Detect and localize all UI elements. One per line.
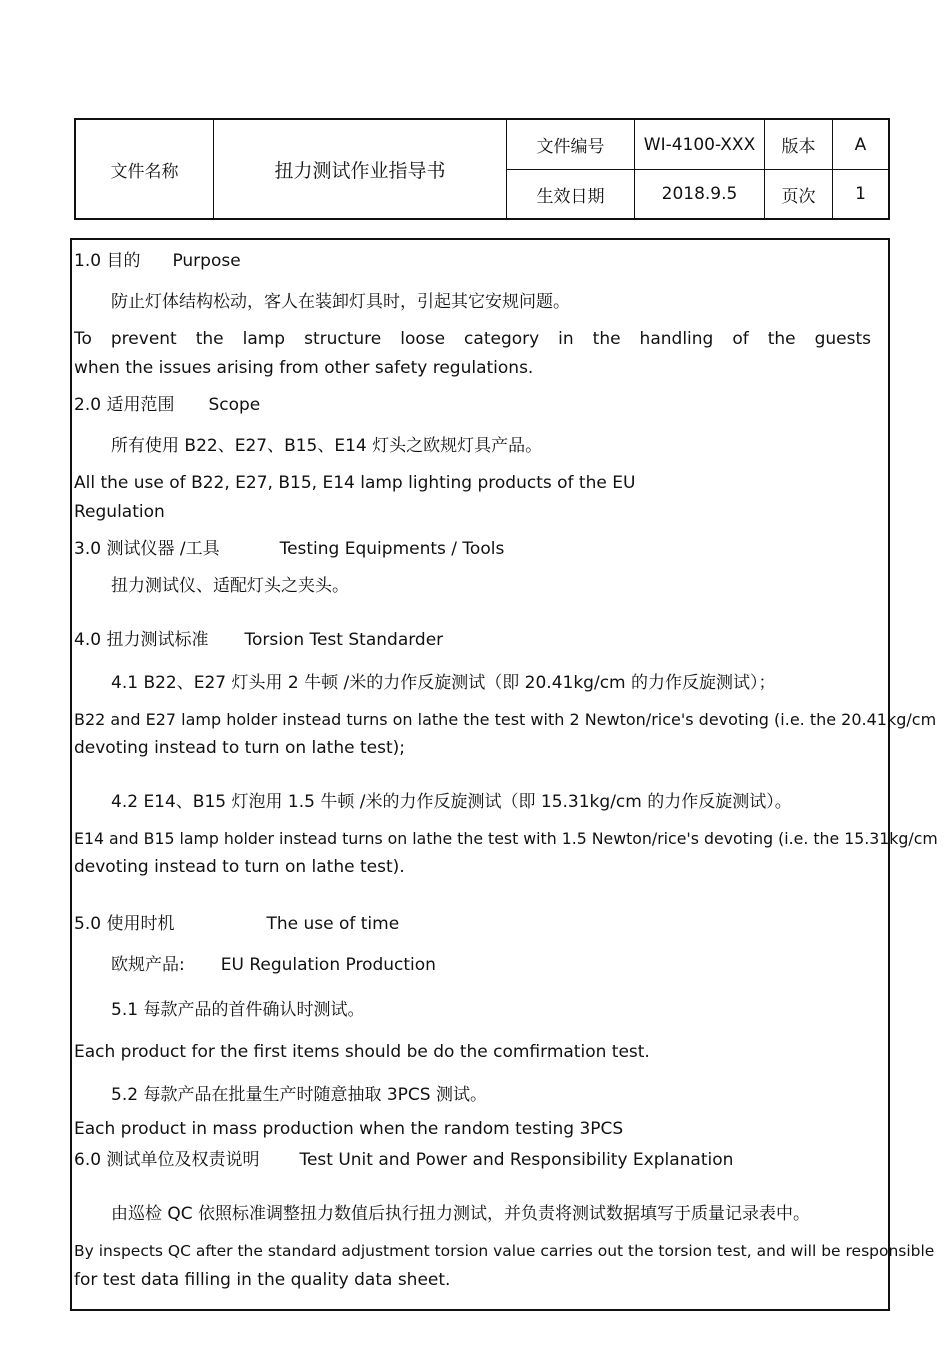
- item-4-1-cn: 4.1 B22、E27 灯头用 2 牛顿 /米的力作反旋测试（即 20.41kg/cm 的力作反旋测试）；: [111, 673, 776, 693]
- section-4-heading-en: Torsion Test Standarder: [244, 630, 444, 650]
- section-5-heading-cn: 5.0 使用时机: [74, 914, 175, 934]
- eu-production-cn: 欧规产品:: [111, 955, 185, 975]
- doc-no-label: 文件编号: [536, 137, 605, 157]
- item-5-1-cn: 5.1 每款产品的首件确认时测试。: [111, 1000, 365, 1020]
- item-5-1-en: Each product for the first items should be do the comfirmation test.: [74, 1042, 650, 1062]
- item-5-2-en: Each product in mass production when the random testing 3PCS: [74, 1119, 624, 1139]
- item-4-1-en-line-1: B22 and E27 lamp holder instead turns on lathe the test with 2 Newton/rice's devoting (i.e. the 20.41kg/cm: [74, 710, 937, 729]
- section-3-heading: [74, 535, 504, 564]
- doc-no-value: WI-4100-XXX: [643, 134, 756, 155]
- section-1-en-line-1: To prevent the lamp structure loose category in the handling of the guests: [74, 329, 871, 349]
- section-1-en-line-2: when the issues arising from other safety regulations.: [74, 358, 534, 378]
- section-6-heading: [74, 1146, 733, 1175]
- item-4-2-en-line-2: devoting instead to turn on lathe test).: [74, 857, 405, 877]
- item-4-2-cn: 4.2 E14、B15 灯泡用 1.5 牛顿 /米的力作反旋测试（即 15.31kg/cm 的力作反旋测试）。: [111, 792, 792, 812]
- item-5-2-cn: 5.2 每款产品在批量生产时随意抽取 3PCS 测试。: [111, 1085, 487, 1105]
- page-value: 1: [855, 184, 866, 204]
- section-2-en-line-1: All the use of B22, E27, B15, E14 lamp lighting products of the EU: [74, 473, 636, 493]
- doc-name-label: 文件名称: [110, 161, 179, 182]
- page-label: 页次: [781, 186, 816, 207]
- section-4-heading-cn: 4.0 扭力测试标准: [74, 630, 209, 650]
- document-header-table: [74, 118, 890, 220]
- eu-production-en: EU Regulation Production: [220, 955, 436, 975]
- section-3-cn-text: 扭力测试仪、适配灯头之夹头。: [111, 576, 349, 596]
- section-2-heading-cn: 2.0 适用范围: [74, 395, 175, 415]
- section-6-heading-cn: 6.0 测试单位及权责说明: [74, 1150, 260, 1170]
- section-2-heading-en: Scope: [208, 395, 261, 415]
- section-6-heading-en: Test Unit and Power and Responsibility Explanation: [299, 1150, 734, 1170]
- effective-date-label: 生效日期: [536, 186, 605, 207]
- section-3-heading-en: Testing Equipments / Tools: [279, 539, 505, 559]
- section-1-heading-en: Purpose: [172, 251, 241, 271]
- section-5-heading-en: The use of time: [266, 914, 400, 934]
- section-5-heading: [74, 910, 399, 939]
- section-6-cn-text: 由巡检 QC 依照标准调整扭力数值后执行扭力测试，并负责将测试数据填写于质量记录表中。: [111, 1204, 811, 1224]
- version-value: A: [854, 134, 867, 155]
- section-4-heading: [74, 626, 443, 655]
- section-2-en-line-2: Regulation: [74, 502, 165, 522]
- version-label: 版本: [781, 137, 816, 157]
- section-2-heading: [74, 391, 260, 420]
- effective-date-value: 2018.9.5: [661, 184, 738, 204]
- doc-title: 扭力测试作业指导书: [274, 159, 446, 182]
- section-2-cn-text: 所有使用 B22、E27、B15、E14 灯头之欧规灯具产品。: [111, 436, 543, 456]
- section-6-en-line-2: for test data filling in the quality data sheet.: [74, 1270, 451, 1290]
- section-1-heading: [74, 247, 241, 276]
- section-1-heading-cn: 1.0 目的: [74, 251, 141, 271]
- item-4-1-en-line-2: devoting instead to turn on lathe test);: [74, 738, 405, 758]
- section-1-cn-text: 防止灯体结构松动，客人在装卸灯具时，引起其它安规问题。: [111, 292, 570, 312]
- eu-production-line: [111, 951, 436, 980]
- section-3-heading-cn: 3.0 测试仪器 /工具: [74, 539, 220, 559]
- item-4-2-en-line-1: E14 and B15 lamp holder instead turns on lathe the test with 1.5 Newton/rice's devoting (i.e. the 15.31kg/cm: [74, 829, 938, 848]
- section-6-en-line-1: By inspects QC after the standard adjustment torsion value carries out the torsion test, and will be responsible: [74, 1242, 935, 1260]
